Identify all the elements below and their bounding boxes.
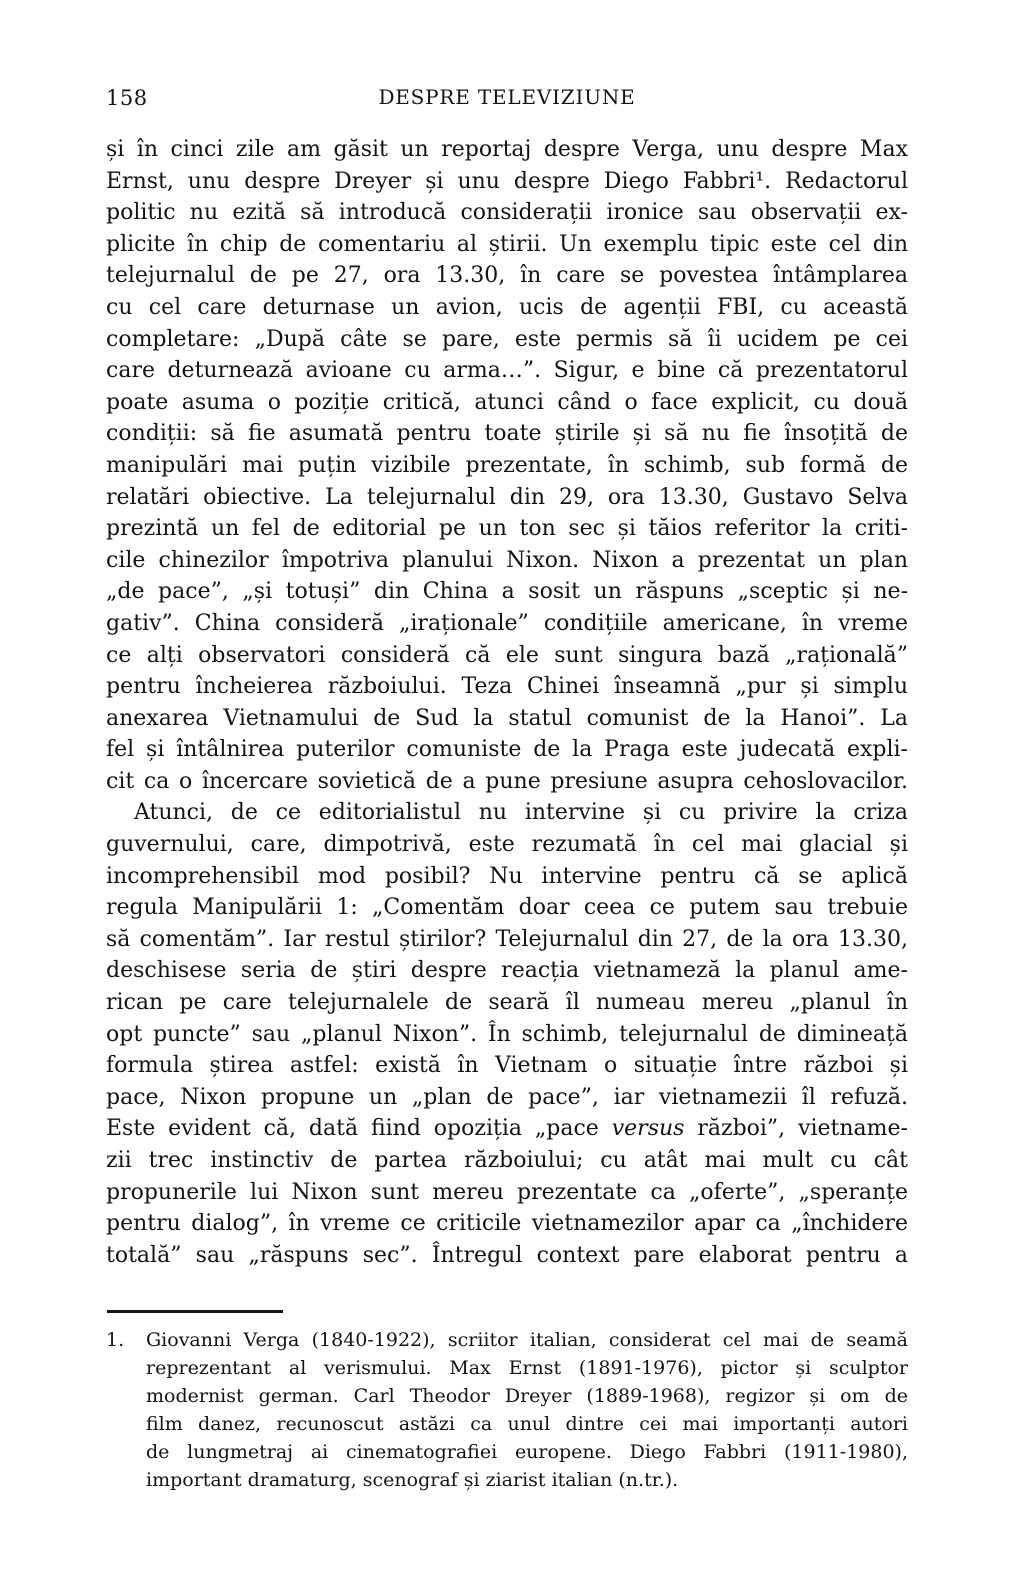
text-line: reprezentant al verismului. Max Ernst (1891-1976), pictor și sculptor (146, 1357, 908, 1380)
running-title: DESPRE TELEVIZIUNE (378, 85, 636, 109)
text-line: manipulări mai puțin vizibile prezentate, în schimb, sub formă de (106, 452, 908, 478)
text-block (106, 134, 908, 1494)
page-header (106, 85, 908, 111)
footnote-text (146, 1326, 908, 1494)
text-line: politic nu ezită să introducă considerații ironice sau observații ex- (106, 200, 908, 226)
paragraph (106, 134, 908, 797)
text-line: condiții: să fie asumată pentru toate știrile și să nu fie însoțită de (106, 421, 908, 447)
text-line: plicite în chip de comentariu al știrii. Un exemplu tipic este cel din (106, 231, 908, 257)
text-line: regula Manipulării 1: „Comentăm doar ceea ce putem sau trebuie (106, 895, 908, 921)
text-line: „de pace”, „și totuși” din China a sosit un răspuns „sceptic și ne- (106, 579, 908, 605)
text-line: de lungmetraj ai cinematografiei europene. Diego Fabbri (1911-1980), (146, 1441, 908, 1464)
paragraph (106, 797, 908, 1271)
text-line: Este evident că, dată fiind opoziția „pace versus război”, vietname- (106, 1116, 908, 1142)
text-line: fel și întâlnirea puterilor comuniste de la Praga este judecată expli- (106, 737, 908, 763)
italic-text: versus (611, 1116, 685, 1142)
text-line: film danez, recunoscut astăzi ca unul dintre cei mai importanți autori (146, 1413, 908, 1436)
text-line: completare: „După câte se pare, este permis să îi ucidem pe cei (106, 326, 908, 352)
text-line: incomprehensibil mod posibil? Nu intervine pentru că se aplică (106, 863, 908, 889)
footnote-marker: 1. (106, 1329, 125, 1352)
text-line: care deturnează avioane cu arma…”. Sigur, e bine că prezentatorul (106, 358, 908, 384)
text-line: pace, Nixon propune un „plan de pace”, iar vietnamezii îl refuză. (106, 1084, 908, 1110)
text-line: pentru dialog”, în vreme ce criticile vietnamezilor apar ca „închidere (106, 1211, 908, 1237)
text-line: opt puncte” sau „planul Nixon”. În schimb, telejurnalul de dimineață (106, 1021, 908, 1047)
text-line: anexarea Vietnamului de Sud la statul comunist de la Hanoi”. La (106, 705, 908, 731)
text-line: relatări obiective. La telejurnalul din 29, ora 13.30, Gustavo Selva (106, 484, 908, 510)
text-line: poate asuma o poziție critică, atunci când o face explicit, cu două (106, 389, 908, 415)
text-line: rican pe care telejurnalele de seară îl numeau mereu „planul în (106, 990, 908, 1016)
page-number: 158 (106, 86, 148, 110)
text-line: telejurnalul de pe 27, ora 13.30, în care se povestea întâmplarea (106, 263, 908, 289)
text-line: pentru încheierea războiului. Teza Chinei înseamnă „pur și simplu (106, 674, 908, 700)
body-text (106, 134, 908, 1271)
footnote (106, 1326, 908, 1494)
text-line: guvernului, care, dimpotrivă, este rezumată în cel mai glacial și (106, 832, 908, 858)
text-line: Ernst, unu despre Dreyer și unu despre Diego Fabbri¹. Redactorul (106, 168, 908, 194)
text-line: cu cel care deturnase un avion, ucis de agenții FBI, cu această (106, 294, 908, 320)
text-line: modernist german. Carl Theodor Dreyer (1889-1968), regizor și om de (146, 1385, 908, 1408)
text-line: gativ”. China consideră „iraționale” condițiile americane, în vreme (106, 610, 908, 636)
text-line: cit ca o încercare sovietică de a pune presiune asupra cehoslovacilor. (106, 768, 908, 794)
text-line: prezintă un fel de editorial pe un ton sec și tăios referitor la criti- (106, 516, 908, 542)
text-line: important dramaturg, scenograf și ziarist italian (n.tr.). (146, 1469, 679, 1492)
text-line: propunerile lui Nixon sunt mereu prezentate ca „oferte”, „speranțe (106, 1179, 908, 1205)
text-line: să comentăm”. Iar restul știrilor? Telejurnalul din 27, de la ora 13.30, (106, 926, 908, 952)
text-line: formula știrea astfel: există în Vietnam o situație între război și (106, 1053, 908, 1079)
text-line: totală” sau „răspuns sec”. Întregul context pare elaborat pentru a (106, 1242, 908, 1268)
text-line: deschisese seria de știri despre reacția vietnameză la planul ame- (106, 958, 908, 984)
text-line: cile chinezilor împotriva planului Nixon. Nixon a prezentat un plan (106, 547, 908, 573)
text-line: și în cinci zile am găsit un reportaj despre Verga, unu despre Max (106, 137, 908, 162)
text-line: Giovanni Verga (1840-1922), scriitor italian, considerat cel mai de seamă (146, 1329, 908, 1352)
text-line: zii trec instinctiv de partea războiului; cu atât mai mult cu cât (106, 1148, 908, 1173)
text-line: Atunci, de ce editorialistul nu intervine și cu privire la criza (134, 800, 908, 826)
footnote-separator (107, 1310, 283, 1313)
text-line: ce alți observatori consideră că ele sunt singura bază „rațională” (106, 642, 908, 668)
